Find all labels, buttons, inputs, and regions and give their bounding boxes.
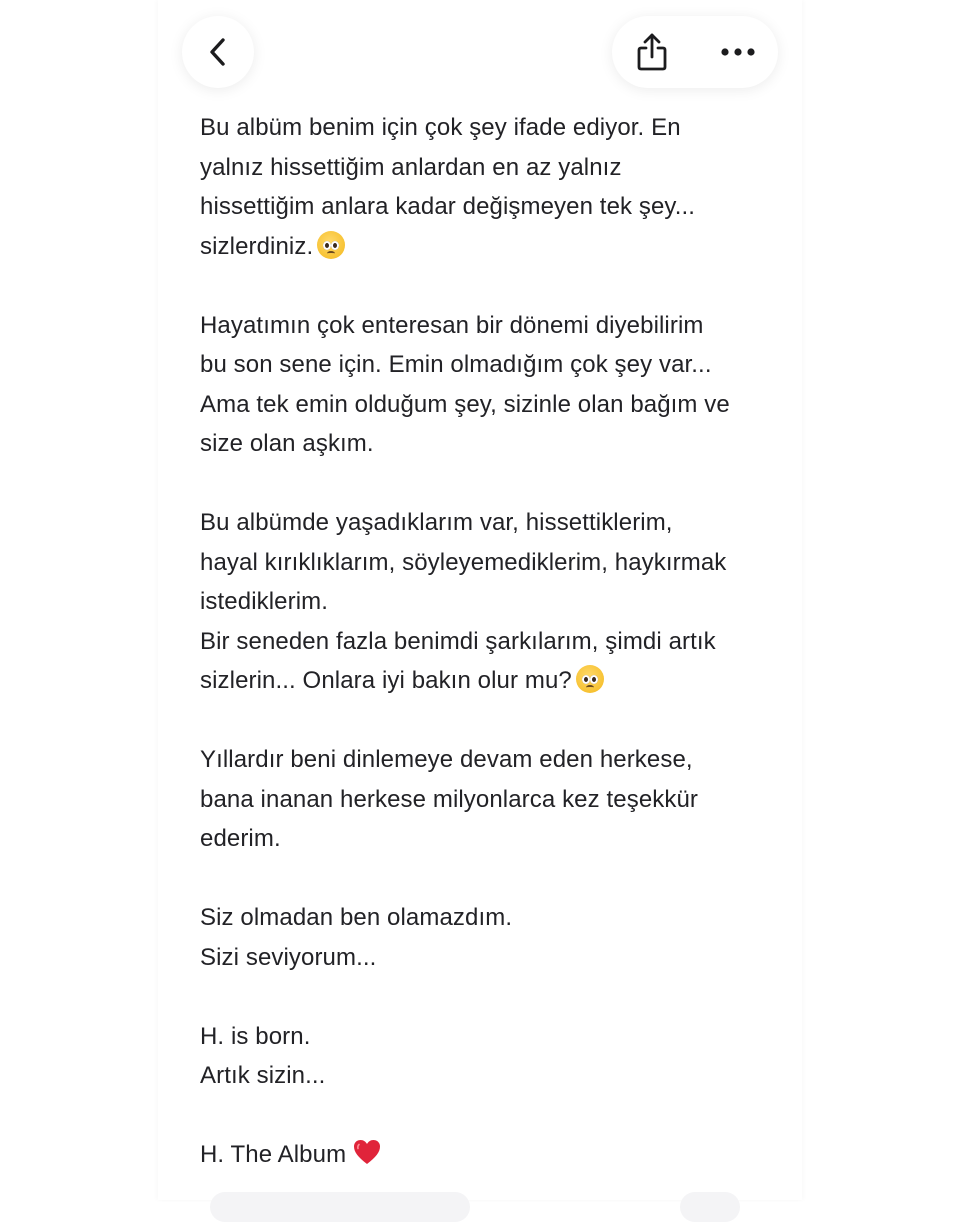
text-line: Yıllardır beni dinlemeye devam eden herkese, <box>200 746 693 773</box>
text-line: Ama tek emin olduğum şey, sizinle olan bağım ve <box>200 390 730 418</box>
chevron-left-icon <box>205 37 231 67</box>
paragraph <box>200 108 770 266</box>
text-line: Artık sizin... <box>200 1062 326 1089</box>
paragraph <box>200 306 770 464</box>
text-line: size olan aşkım. <box>200 430 374 457</box>
more-button[interactable] <box>712 28 764 76</box>
text-line: hayal kırıklıklarım, söyleyemediklerim, haykırmak <box>200 548 727 576</box>
bottom-toolbar-left <box>210 1192 470 1222</box>
text-line: yalnız hissettiğim anlardan en az yalnız <box>200 153 622 181</box>
text-line: Bu albüm benim için çok şey ifade ediyor. En <box>200 114 681 141</box>
paragraph <box>200 503 770 701</box>
pleading-face-emoji <box>317 231 345 259</box>
text-line-with-emoji <box>200 1135 770 1175</box>
text-line: Bu albümde yaşadıklarım var, hissettiklerim, <box>200 509 673 536</box>
share-icon <box>635 32 669 72</box>
text-line: Sizi seviyorum... <box>200 943 377 971</box>
text-fragment: sizlerdiniz. <box>200 232 314 260</box>
red-heart-emoji <box>352 1138 382 1166</box>
text-line-with-emoji <box>200 661 770 701</box>
text-line: bana inanan herkese milyonlarca kez teşekkür <box>200 785 699 813</box>
pleading-face-emoji <box>576 665 604 693</box>
toolbar-actions <box>612 16 778 88</box>
text-fragment: H. The Album <box>200 1141 347 1168</box>
text-line: Hayatımın çok enteresan bir dönemi diyebilirim <box>200 311 704 339</box>
paragraph <box>200 740 770 859</box>
note-body[interactable] <box>200 108 770 1214</box>
ellipsis-icon <box>720 47 756 57</box>
text-line: istediklerim. <box>200 588 328 615</box>
text-line-with-emoji <box>200 227 770 267</box>
paragraph <box>200 1017 770 1096</box>
text-line: ederim. <box>200 825 281 852</box>
share-button[interactable] <box>628 28 676 76</box>
back-button[interactable] <box>182 16 254 88</box>
text-fragment: sizlerin... Onlara iyi bakın olur mu? <box>200 667 572 694</box>
text-line: H. is born. <box>200 1022 311 1050</box>
paragraph <box>200 898 770 977</box>
text-line: Siz olmadan ben olamazdım. <box>200 904 513 931</box>
bottom-toolbar-right <box>680 1192 740 1222</box>
text-line: Bir seneden fazla benimdi şarkılarım, şimdi artık <box>200 627 716 655</box>
text-line: bu son sene için. Emin olmadığım çok şey var... <box>200 351 712 378</box>
paragraph <box>200 1135 770 1175</box>
text-line: hissettiğim anlara kadar değişmeyen tek şey... <box>200 193 696 220</box>
